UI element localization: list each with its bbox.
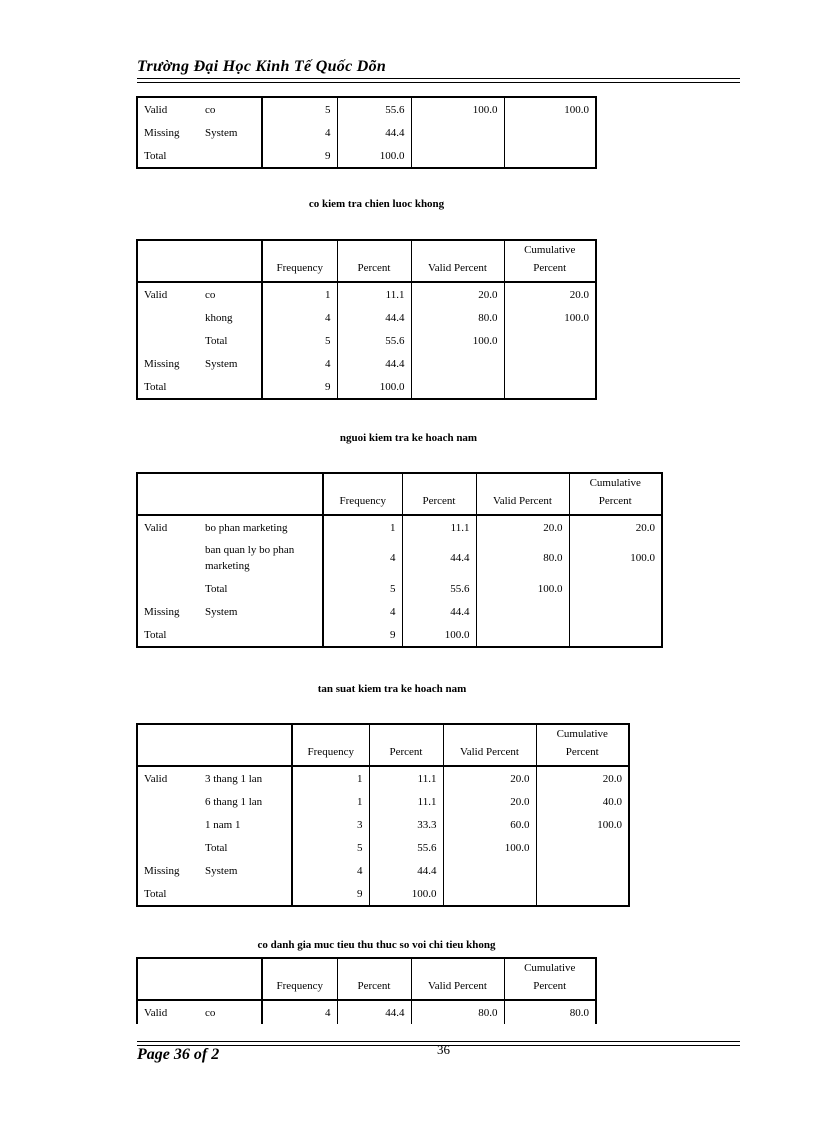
valid-percent-cell: [443, 882, 536, 906]
percent-cell: 100.0: [337, 375, 411, 399]
row-group-cell: Valid: [144, 772, 168, 785]
cumulative-percent-cell: [504, 329, 596, 352]
percent-cell: 11.1: [369, 790, 443, 813]
row-label-cell: Total: [205, 841, 228, 854]
valid-percent-cell: [443, 859, 536, 882]
cumulative-percent-cell: [569, 600, 662, 623]
row-group-cell: Total: [144, 887, 167, 900]
cumulative-percent-cell: 20.0: [569, 515, 662, 539]
frequency-cell: 9: [292, 882, 369, 906]
table-row: [137, 623, 662, 647]
header-percent: Percent: [337, 240, 411, 282]
table-row: [137, 539, 662, 577]
row-group-cell: [137, 813, 199, 836]
table1-body: [137, 240, 596, 399]
percent-cell: 11.1: [337, 282, 411, 306]
frequency-cell: 3: [292, 813, 369, 836]
cumulative-percent-cell: 100.0: [504, 97, 596, 121]
valid-percent-cell: 80.0: [476, 539, 569, 577]
row-label-cell: [199, 882, 292, 906]
table4: [136, 957, 597, 1024]
header-cumulative-line1: Cumulative: [524, 962, 576, 974]
row-label-cell: ban quan ly bo phan marketing: [205, 544, 295, 572]
percent-cell: 55.6: [402, 577, 476, 600]
header-cumulative-line1: Cumulative: [589, 477, 641, 489]
frequency-cell: 9: [262, 375, 337, 399]
cumulative-percent-cell: 80.0: [504, 1000, 596, 1024]
percent-cell: 100.0: [402, 623, 476, 647]
percent-cell: 55.6: [337, 97, 411, 121]
table-row: [137, 766, 629, 790]
percent-cell: 55.6: [337, 329, 411, 352]
table-row: [137, 577, 662, 600]
cumulative-percent-cell: [536, 882, 629, 906]
percent-cell: 44.4: [337, 306, 411, 329]
valid-percent-cell: 20.0: [443, 790, 536, 813]
row-group-cell: [137, 306, 199, 329]
header-cumulative-percent: [504, 958, 596, 1000]
table-row: [137, 352, 596, 375]
table1: [136, 239, 597, 400]
row-group-cell: [137, 790, 199, 813]
cumulative-percent-cell: [504, 375, 596, 399]
header-frequency: Frequency: [323, 473, 402, 515]
row-label-cell: co: [205, 1006, 216, 1019]
row-label-cell: Total: [205, 334, 228, 347]
header-percent: Percent: [402, 473, 476, 515]
percent-cell: 100.0: [369, 882, 443, 906]
row-label-cell: System: [205, 864, 238, 877]
frequency-cell: 4: [262, 306, 337, 329]
table4-title: co danh gia muc tieu thu thuc so voi chi tieu khong: [257, 939, 496, 951]
percent-cell: 44.4: [402, 600, 476, 623]
header-valid-percent: Valid Percent: [443, 724, 536, 766]
cumulative-percent-cell: 100.0: [504, 306, 596, 329]
row-label-cell: [199, 623, 323, 647]
valid-percent-cell: 20.0: [411, 282, 504, 306]
row-label-cell: co: [205, 103, 216, 116]
cumulative-percent-cell: 20.0: [536, 766, 629, 790]
valid-percent-cell: 20.0: [476, 515, 569, 539]
row-group-cell: Valid: [144, 288, 168, 301]
valid-percent-cell: 100.0: [411, 329, 504, 352]
header-blank-cell: [137, 240, 262, 282]
header-cumulative-line1: Cumulative: [524, 244, 576, 256]
header-cumulative-line2: Percent: [598, 495, 632, 507]
valid-percent-cell: 100.0: [476, 577, 569, 600]
frequency-cell: 1: [292, 766, 369, 790]
valid-percent-cell: [411, 375, 504, 399]
header-frequency: Frequency: [292, 724, 369, 766]
frequency-cell: 4: [323, 600, 402, 623]
row-label-cell: [199, 144, 262, 168]
table-row: [137, 306, 596, 329]
frequency-cell: 5: [292, 836, 369, 859]
row-label-cell: System: [205, 605, 238, 618]
row-group-cell: Missing: [144, 126, 180, 139]
frequency-cell: 5: [323, 577, 402, 600]
header-frequency: Frequency: [262, 240, 337, 282]
percent-cell: 44.4: [402, 539, 476, 577]
row-group-cell: Missing: [144, 605, 180, 618]
table-row: [137, 97, 596, 121]
table-header-row: [137, 473, 662, 515]
header-cumulative-line2: Percent: [565, 746, 599, 758]
header-percent: Percent: [337, 958, 411, 1000]
row-group-cell: Total: [144, 149, 167, 162]
table-row: [137, 144, 596, 168]
valid-percent-cell: 80.0: [411, 306, 504, 329]
row-label-cell: 1 nam 1: [205, 818, 241, 831]
row-group-cell: Missing: [144, 357, 180, 370]
header-valid-percent: Valid Percent: [411, 958, 504, 1000]
header-rule: [137, 78, 740, 83]
table2-body: [137, 473, 662, 647]
cumulative-percent-cell: 100.0: [536, 813, 629, 836]
row-group-cell: Total: [144, 628, 167, 641]
frequency-cell: 4: [262, 121, 337, 144]
valid-percent-cell: [411, 121, 504, 144]
cumulative-percent-cell: [569, 577, 662, 600]
row-label-cell: bo phan marketing: [205, 521, 288, 534]
valid-percent-cell: [411, 352, 504, 375]
percent-cell: 11.1: [402, 515, 476, 539]
valid-percent-cell: 60.0: [443, 813, 536, 836]
table-row: [137, 836, 629, 859]
header-blank-cell: [137, 473, 323, 515]
row-label-cell: 6 thang 1 lan: [205, 795, 263, 808]
table-row: [137, 375, 596, 399]
cumulative-percent-cell: [569, 623, 662, 647]
document-header-title: Trường Đại Học Kinh Tế Quốc Dõn: [137, 58, 387, 75]
cumulative-percent-cell: [504, 121, 596, 144]
percent-cell: 33.3: [369, 813, 443, 836]
header-cumulative-line2: Percent: [533, 980, 567, 992]
row-group-cell: [137, 836, 199, 859]
row-label-cell: System: [205, 357, 238, 370]
frequency-cell: 4: [292, 859, 369, 882]
header-frequency: Frequency: [262, 958, 337, 1000]
table3: [136, 723, 630, 907]
table3-body: [137, 724, 629, 906]
table-row: [137, 515, 662, 539]
frequency-cell: 9: [262, 144, 337, 168]
row-label-cell: khong: [205, 311, 233, 324]
cumulative-percent-cell: 20.0: [504, 282, 596, 306]
cumulative-percent-cell: [536, 859, 629, 882]
header-cumulative-line1: Cumulative: [556, 728, 608, 740]
header-percent: Percent: [369, 724, 443, 766]
table2: [136, 472, 663, 648]
percent-cell: 44.4: [337, 1000, 411, 1024]
table-row: [137, 282, 596, 306]
footer-page-number: 36: [437, 1042, 450, 1057]
header-valid-percent: Valid Percent: [476, 473, 569, 515]
frequency-cell: 4: [262, 352, 337, 375]
table-row: [137, 329, 596, 352]
footer-page-label: Page 36 of 2: [137, 1046, 220, 1063]
row-label-cell: 3 thang 1 lan: [205, 772, 263, 785]
percent-cell: 11.1: [369, 766, 443, 790]
table1-title: co kiem tra chien luoc khong: [308, 198, 445, 210]
row-group-cell: [137, 539, 199, 577]
frequency-cell: 9: [323, 623, 402, 647]
header-valid-percent: Valid Percent: [411, 240, 504, 282]
table-row: [137, 882, 629, 906]
frequency-cell: 1: [292, 790, 369, 813]
frequency-cell: 5: [262, 97, 337, 121]
row-label-cell: Total: [205, 582, 228, 595]
valid-percent-cell: [411, 144, 504, 168]
header-cumulative-line2: Percent: [533, 262, 567, 274]
table-row: [137, 859, 629, 882]
table-header-row: [137, 958, 596, 1000]
percent-cell: 44.4: [337, 121, 411, 144]
percent-cell: 100.0: [337, 144, 411, 168]
table-continuation-body: [137, 97, 596, 168]
row-group-cell: [137, 329, 199, 352]
header-blank-cell: [137, 958, 262, 1000]
frequency-cell: 4: [323, 539, 402, 577]
table-row: [137, 1000, 596, 1024]
row-group-cell: [137, 577, 199, 600]
row-group-cell: Valid: [144, 1006, 168, 1019]
frequency-cell: 4: [262, 1000, 337, 1024]
cumulative-percent-cell: 40.0: [536, 790, 629, 813]
table-row: [137, 600, 662, 623]
table-row: [137, 790, 629, 813]
table-row: [137, 121, 596, 144]
valid-percent-cell: 80.0: [411, 1000, 504, 1024]
valid-percent-cell: 100.0: [443, 836, 536, 859]
valid-percent-cell: [476, 623, 569, 647]
valid-percent-cell: 20.0: [443, 766, 536, 790]
row-label-cell: [199, 375, 262, 399]
row-group-cell: Missing: [144, 864, 180, 877]
cumulative-percent-cell: [536, 836, 629, 859]
valid-percent-cell: 100.0: [411, 97, 504, 121]
row-group-cell: Total: [144, 380, 167, 393]
percent-cell: 55.6: [369, 836, 443, 859]
cumulative-percent-cell: 100.0: [569, 539, 662, 577]
table-continuation: [136, 96, 597, 169]
row-label-cell: co: [205, 288, 216, 301]
table-header-row: [137, 240, 596, 282]
percent-cell: 44.4: [337, 352, 411, 375]
row-group-cell: Valid: [144, 103, 168, 116]
header-cumulative-percent: [569, 473, 662, 515]
frequency-cell: 5: [262, 329, 337, 352]
table-header-row: [137, 724, 629, 766]
frequency-cell: 1: [262, 282, 337, 306]
cumulative-percent-cell: [504, 352, 596, 375]
header-cumulative-percent: [504, 240, 596, 282]
table4-body: [137, 958, 596, 1024]
header-blank-cell: [137, 724, 292, 766]
table2-title: nguoi kiem tra ke hoach nam: [339, 432, 478, 444]
row-group-cell: Valid: [144, 521, 168, 534]
cumulative-percent-cell: [504, 144, 596, 168]
row-label-cell: System: [205, 126, 238, 139]
percent-cell: 44.4: [369, 859, 443, 882]
table-row: [137, 813, 629, 836]
frequency-cell: 1: [323, 515, 402, 539]
table3-title: tan suat kiem tra ke hoach nam: [317, 683, 467, 695]
valid-percent-cell: [476, 600, 569, 623]
header-cumulative-percent: [536, 724, 629, 766]
